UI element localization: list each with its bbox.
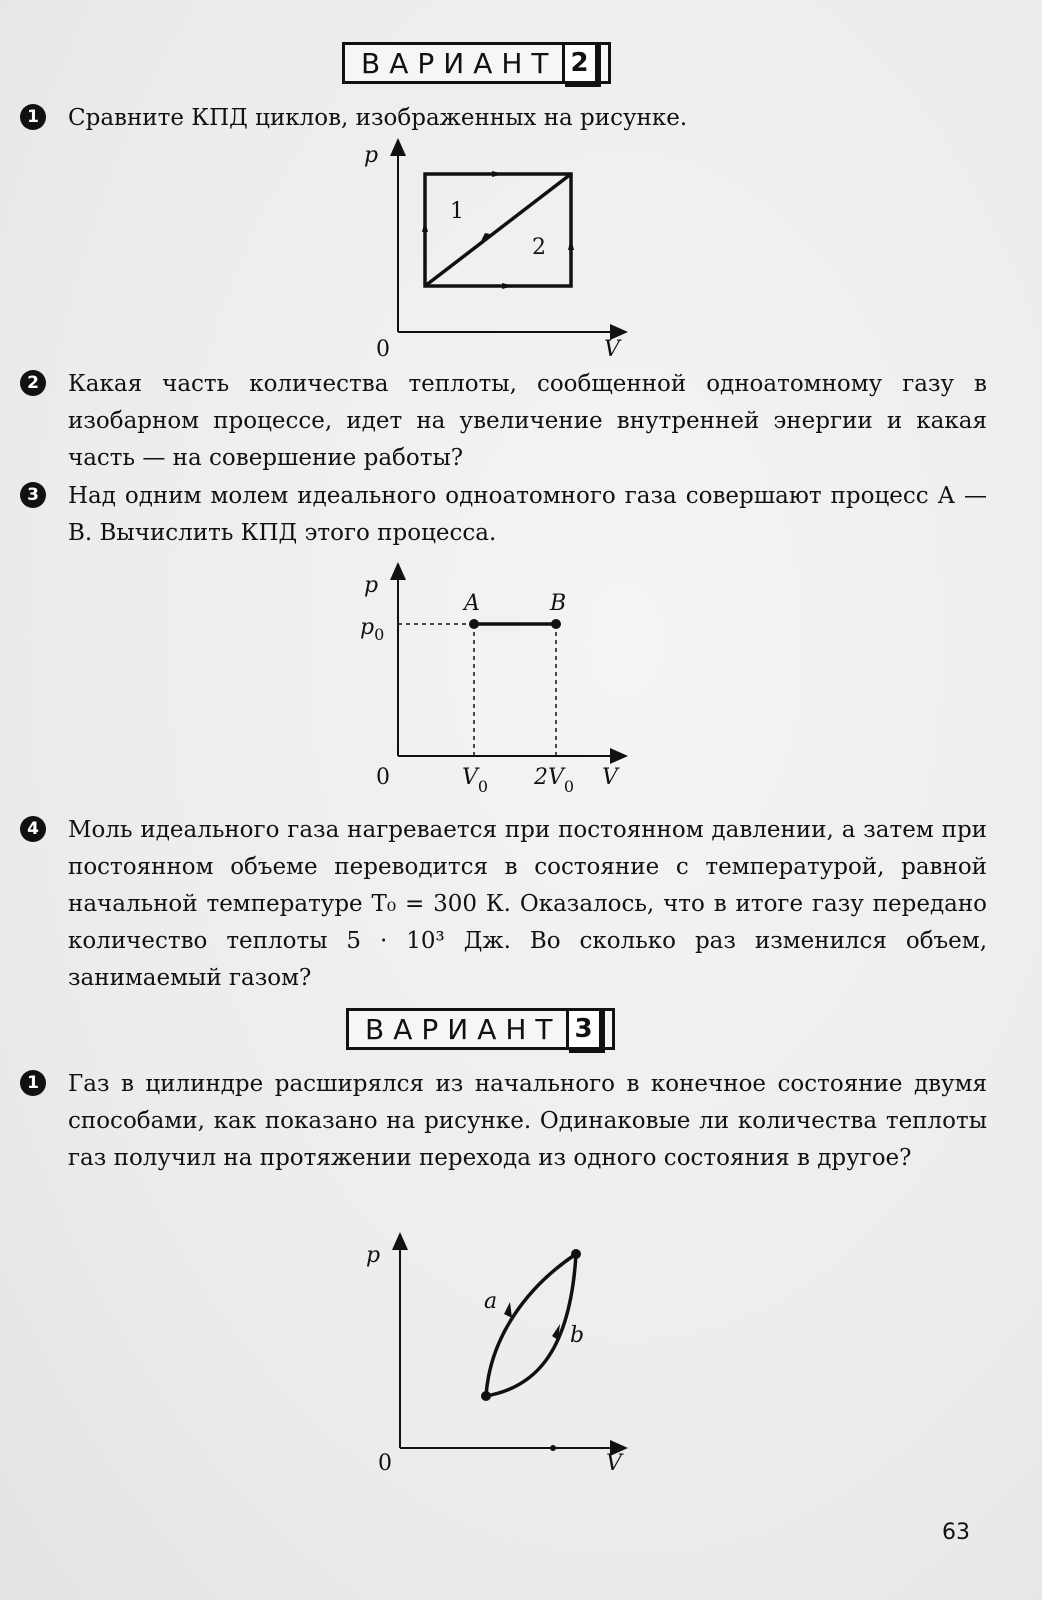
p0-label: $p_0$ bbox=[360, 615, 385, 644]
v-axis-label: V bbox=[602, 765, 618, 790]
figure-cycles bbox=[360, 132, 640, 364]
origin-label: 0 bbox=[378, 1451, 392, 1472]
task-text: Над одним молем идеального одноатомного газа совершают процесс А — В. Вычислить КПД этого процесса. bbox=[68, 483, 987, 546]
task-text: Сравните КПД циклов, изображенных на рисунке. bbox=[68, 105, 688, 131]
v-axis-label: V bbox=[604, 337, 620, 362]
variant-2-box bbox=[342, 42, 611, 84]
point-a-label: A bbox=[464, 591, 480, 616]
cycle-1-label: 1 bbox=[450, 199, 464, 224]
task-text: Какая часть количества теплоты, сообщенной одноатомному газу в изобарном процессе, идет на увеличение внутренней энергии и какая часть — на совершение работы? bbox=[68, 371, 987, 471]
variant-3-label: ВАРИАНТ bbox=[365, 1012, 562, 1046]
path-b bbox=[486, 1254, 576, 1396]
final-state-point bbox=[571, 1249, 581, 1259]
point-b-label: B bbox=[550, 591, 567, 616]
variant-3-number: 3 bbox=[566, 1008, 602, 1050]
v0-label: $V_0$ bbox=[462, 765, 489, 796]
v-axis-label: V bbox=[606, 1451, 622, 1472]
2v0-label: $2V_0$ bbox=[534, 765, 575, 796]
task-number: 4 bbox=[20, 816, 46, 842]
variant-2-label: ВАРИАНТ bbox=[361, 46, 558, 80]
initial-state-point bbox=[481, 1391, 491, 1401]
task-3-1 bbox=[20, 1066, 987, 1177]
path-a-label: a bbox=[484, 1289, 498, 1314]
p-axis-label: p bbox=[364, 573, 379, 598]
p-axis-label: p bbox=[364, 143, 379, 168]
variant-2-header bbox=[342, 42, 611, 84]
task-text: Моль идеального газа нагревается при постоянном давлении, а затем при постоянном объеме переводится в состояние с температурой, равной начальной температуре T₀ = 300 К. Оказалось, что в итоге газу передано количество теплоты 5 · 10³ Дж. Во сколько раз изменился объем, занимаемый газом? bbox=[68, 817, 987, 991]
p-axis-label: p bbox=[366, 1243, 381, 1268]
cycle-2-label: 2 bbox=[532, 235, 546, 260]
task-number: 1 bbox=[20, 1070, 46, 1096]
figure-two-paths bbox=[360, 1226, 640, 1472]
origin-label: 0 bbox=[376, 765, 390, 790]
task-text: Газ в цилиндре расширялся из начального в конечное состояние двумя способами, как показано на рисунке. Одинаковые ли количества теплоты газ получил на протяжении перехода из одного состояния в другое? bbox=[68, 1071, 987, 1171]
variant-2-number: 2 bbox=[562, 42, 598, 84]
page-number: 63 bbox=[942, 1520, 970, 1545]
task-2-2 bbox=[20, 366, 987, 477]
point-b bbox=[551, 619, 561, 629]
variant-3-box bbox=[346, 1008, 615, 1050]
path-b-label: b bbox=[570, 1323, 585, 1348]
task-2-4 bbox=[20, 812, 987, 997]
cycle-diagonal bbox=[425, 174, 571, 286]
point-a bbox=[469, 619, 479, 629]
task-number: 2 bbox=[20, 370, 46, 396]
task-number: 1 bbox=[20, 104, 46, 130]
figure-process-ab bbox=[350, 556, 640, 804]
origin-label: 0 bbox=[376, 337, 390, 362]
variant-3-header bbox=[346, 1008, 615, 1050]
task-number: 3 bbox=[20, 482, 46, 508]
task-2-3 bbox=[20, 478, 987, 552]
